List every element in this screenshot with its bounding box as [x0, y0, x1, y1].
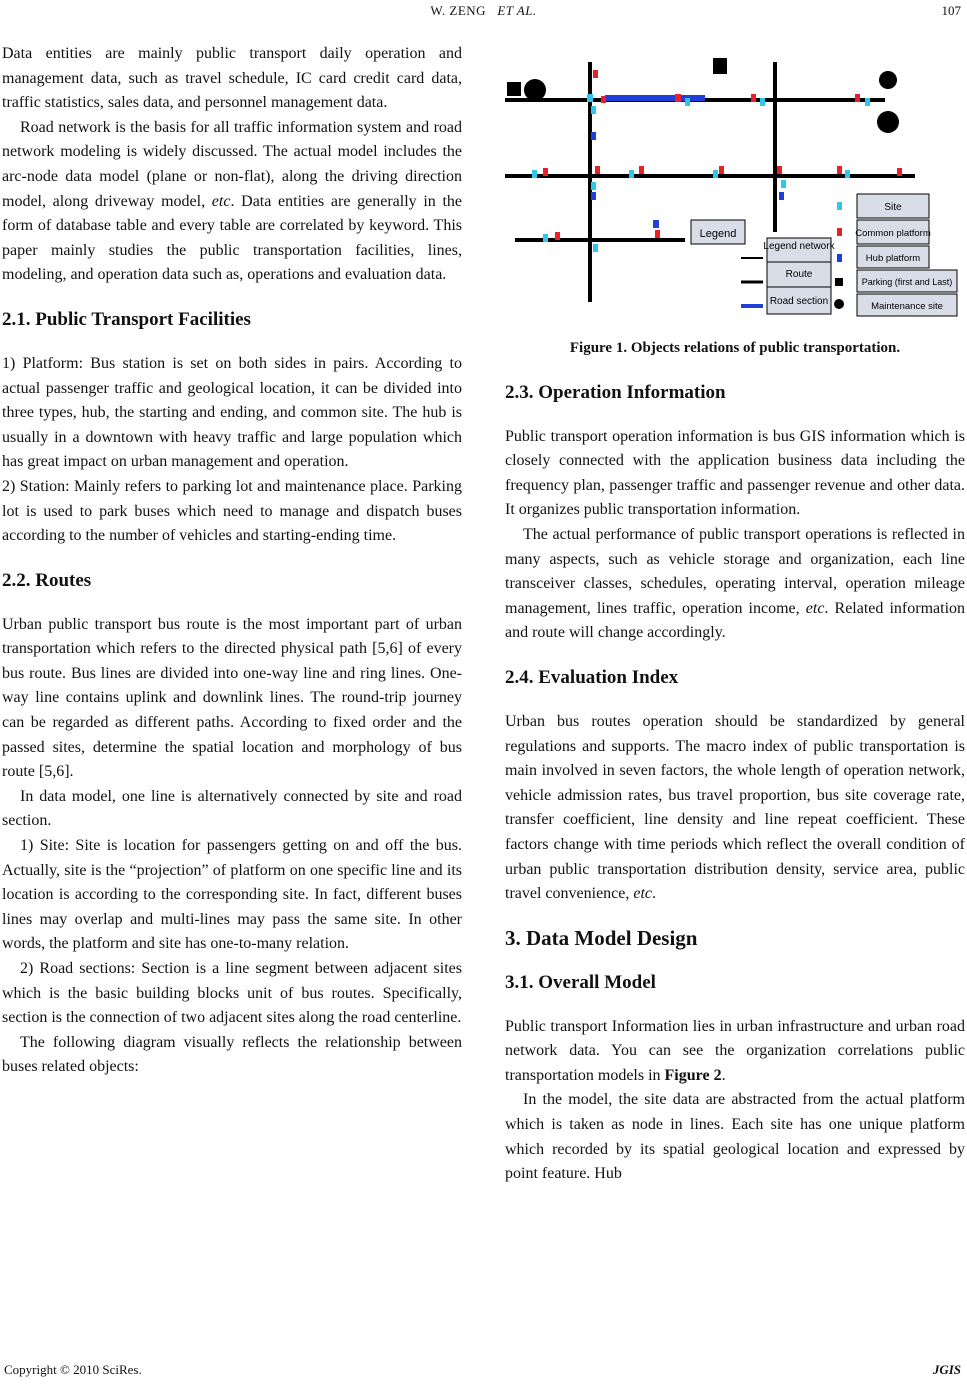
paragraph — [505, 523, 965, 646]
text-run: . — [652, 885, 657, 903]
figure-1 — [505, 42, 965, 322]
site-marker — [543, 234, 548, 242]
paragraph: 2) Road sections: Section is a line segment between adjacent sites which is the basic building blocks unit of bus routes. Specifically, section is the connection of two adjacent sites along the road centerline. — [2, 960, 462, 1027]
text-run-italic: etc — [805, 599, 825, 617]
text-run: Public transport Information lies in urban infrastructure and urban road network data. You can see the organization correlations public transportation models in — [505, 1017, 965, 1084]
parking-icon — [507, 82, 521, 96]
legend-network-label: Legend network — [763, 241, 835, 252]
paragraph: 1) Platform: Bus station is set on both sides in pairs. According to actual passenger traffic and geological location, it can be divided into three types, hub, the starting and ending, and common site. The hub is usually in a downtown with heavy traffic and large population which has great impact on urban management and operation. — [2, 354, 462, 471]
site-marker — [777, 166, 782, 174]
text-run: The actual performance of public transport operations is reflected in many aspects, such as vehicle storage and organization, each line transceiver classes, schedules, operating interval, operation mileage management, lines traffic, operation income, — [505, 525, 965, 617]
site-marker — [751, 94, 756, 102]
legend-hub-platform-swatch — [837, 254, 842, 262]
page-number: 107 — [941, 3, 961, 18]
transport-network-diagram — [505, 42, 965, 322]
site-marker — [591, 192, 596, 200]
hub-platform-icon — [877, 111, 899, 133]
site-marker — [865, 98, 870, 106]
paragraph: In data model, one line is alternatively connected by site and road section. — [2, 787, 462, 830]
site-marker — [629, 170, 634, 178]
site-marker — [532, 170, 537, 178]
paragraph — [2, 116, 462, 288]
journal-abbrev: JGIS — [932, 1362, 961, 1377]
running-head-etal: ET AL. — [497, 3, 537, 18]
legend-route-label: Route — [785, 269, 813, 280]
site-marker — [593, 70, 598, 78]
site-marker — [855, 94, 860, 102]
site-marker — [555, 232, 560, 240]
site-marker — [655, 230, 660, 238]
text-run: Urban bus routes operation should be standardized by general regulations and supports. The macro index of public transportation is main involved in seven factors, the whole length of operation network, vehicle admission rates, bus travel proportion, bus site coverage rate, transfer coefficient, line density and line repeat coefficient. These factors change with time periods which reflect the overall condition of urban public transportation distribution density, service area, public travel convenience, — [505, 712, 965, 903]
legend-parking-swatch — [835, 278, 843, 286]
site-marker — [587, 94, 593, 102]
section-heading-2-2: 2.2. Routes — [2, 569, 92, 591]
right-column — [505, 42, 965, 1187]
paragraph: In the model, the site data are abstracted from the actual platform which is taken as node in lines. Each site has one unique platform which recorded by its spatial geological location and expressed by point feature. Hub — [505, 1091, 965, 1183]
legend-site-label: Site — [884, 202, 902, 213]
section-heading-3: 3. Data Model Design — [505, 925, 698, 950]
figure-legend — [691, 194, 957, 316]
paragraph: Public transport operation information is bus GIS information which is closely connected with the application business data including the frequency plan, passenger traffic and passenger revenue and other data. It organizes public transportation information. — [505, 427, 965, 519]
legend-road-section-label: Road section — [769, 296, 829, 307]
legend-site-swatch — [837, 202, 842, 210]
legend-common-platform-label: Common platform — [855, 228, 931, 239]
parking-icon — [713, 58, 727, 74]
hub-platform-icon — [524, 79, 546, 101]
site-marker — [653, 220, 659, 228]
section-heading-2-3: 2.3. Operation Information — [505, 381, 726, 403]
paragraph: Urban public transport bus route is the most important part of urban transportation which refers to the directed physical path [5,6] of every bus route. Bus lines are divided into one-way line and ring lines. One-way line contains uplink and downlink lines. The round-trip journey can be regarded as different paths. According to fixed order and the passed sites, determine the spatial location and morphology of bus route [5,6]. — [2, 615, 462, 781]
hub-platform-icon — [879, 71, 897, 89]
page-header — [0, 0, 967, 22]
road-network — [505, 62, 915, 302]
text-run-italic: etc — [211, 192, 231, 210]
legend-maintenance-swatch — [834, 299, 844, 309]
site-marker — [713, 170, 718, 178]
figure-reference: Figure 2 — [664, 1066, 722, 1084]
paragraph — [505, 1015, 965, 1089]
site-marker — [675, 94, 681, 102]
legend-title: Legend — [699, 228, 737, 240]
site-marker — [593, 244, 598, 252]
site-marker — [639, 166, 644, 174]
copyright-notice: Copyright © 2010 SciRes. — [4, 1362, 142, 1377]
section-heading-2-4: 2.4. Evaluation Index — [505, 666, 679, 688]
site-marker — [837, 166, 842, 174]
legend-parking-label: Parking (first and Last) — [861, 277, 953, 287]
section-heading-2-1: 2.1. Public Transport Facilities — [2, 308, 251, 330]
paragraph: 1) Site: Site is location for passengers getting on and off the bus. Actually, site is the “projection” of platform on one specific line and its location is according to the corresponding site. In fact, different buses lines may overlap and multi-lines may pass the same site. In other words, the platform and site has one-to-many relation. — [2, 837, 462, 953]
site-marker — [685, 98, 690, 106]
site-marker — [543, 168, 548, 176]
paragraph: The following diagram visually reflects the relationship between buses related objects: — [2, 1033, 462, 1076]
site-marker — [781, 180, 786, 188]
site-marker — [601, 96, 606, 103]
text-run: Road network is the basis for all traffic information system and road network modeling is widely discussed. The actual model includes the arc-node data model (plane or non-flat), along the driving direction model, along driveway model, — [2, 118, 462, 210]
site-marker — [779, 192, 784, 200]
text-run: . Data entities are generally in the form of database table and every table are correlated by keyword. This paper mainly studies the public transportation facilities, lines, modeling, and operation data such as, operations and evaluation data. — [2, 192, 463, 284]
text-run: . — [721, 1066, 726, 1084]
paragraph — [505, 710, 965, 907]
paragraph: Data entities are mainly public transport daily operation and management data, such as travel schedule, IC card credit card data, traffic statistics, sales data, and personnel management data. — [2, 45, 462, 112]
text-run: . Related information and route will change accordingly. — [505, 599, 966, 642]
site-marker — [719, 166, 724, 174]
site-marker — [591, 182, 596, 190]
site-marker — [897, 168, 902, 176]
legend-hub-platform-label: Hub platform — [865, 253, 921, 264]
running-head-authors: W. ZENG — [430, 3, 487, 18]
site-marker — [595, 166, 600, 174]
site-marker — [591, 106, 596, 114]
text-run-italic: etc — [633, 885, 653, 903]
site-marker — [591, 132, 596, 140]
legend-maintenance-label: Maintenance site — [871, 301, 943, 312]
running-head — [0, 3, 967, 19]
paragraph: 2) Station: Mainly refers to parking lot and maintenance place. Parking lot is used to park buses which need to manage and dispatch buses according to the number of vehicles and starting-ending time. — [2, 477, 462, 545]
left-column — [2, 42, 462, 1080]
legend-common-platform-swatch — [837, 228, 842, 236]
page-footer — [0, 1358, 967, 1378]
figure-caption: Figure 1. Objects relations of public transportation. — [569, 340, 901, 356]
site-marker — [845, 170, 850, 178]
section-heading-3-1: 3.1. Overall Model — [505, 971, 656, 993]
site-marker — [760, 98, 765, 106]
